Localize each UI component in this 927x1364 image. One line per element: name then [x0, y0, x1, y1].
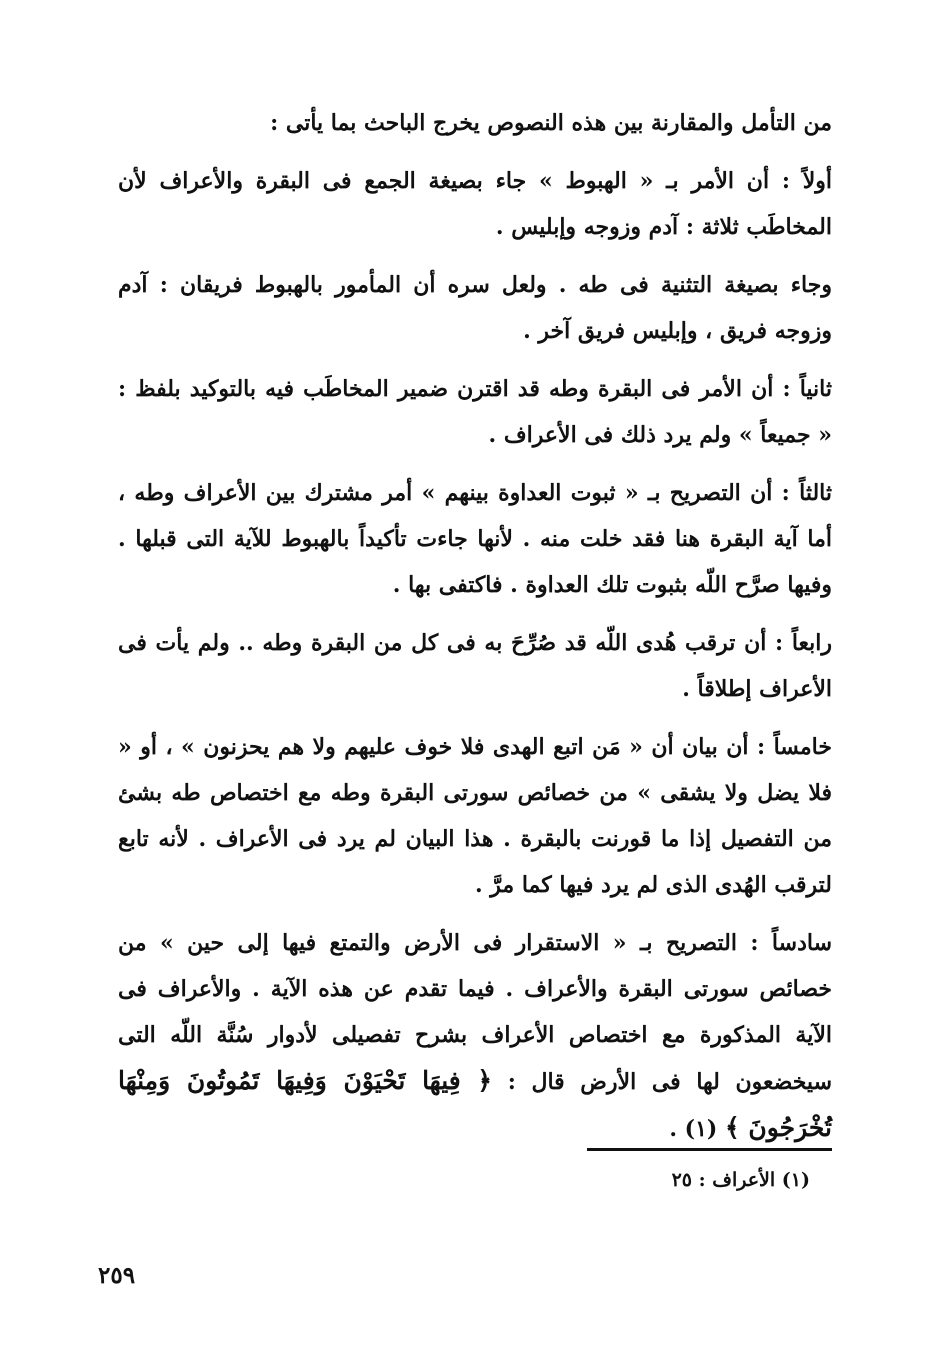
paragraph-fourth: رابعاً : أن ترقب هُدى اللّه قد صُرِّحَ به فى كل من البقرة وطه .. ولم يأت فى الأعراف إطلاقاً . — [118, 630, 832, 702]
paragraph-intro: من التأمل والمقارنة بين هذه النصوص يخرج الباحث بما يأتى : — [270, 110, 832, 136]
paragraph-second: ثانياً : أن الأمر فى البقرة وطه قد اقترن ضمير المخاطَب فيه بالتوكيد بلفظ : « جميعاً » ولم يرد ذلك فى الأعراف . — [118, 376, 832, 448]
footnote-reference: (١) . — [669, 1116, 718, 1142]
paragraph-fifth: خامساً : أن بيان أن « مَن اتبع الهدى فلا خوف عليهم ولا هم يحزنون » ، أو « فلا يضل ولا يشقى » من خصائص سورتى البقرة وطه مع اختصاص طه بشئ من التفصيل إذا ما قورنت بالبقرة . هذا البيان لم يرد فى الأعراف . لأنه تابع لترقب الهُدى الذى لم يرد فيها كما مرَّ . — [118, 734, 832, 898]
footnote: (١) الأعراف : ٢٥ — [671, 1169, 810, 1191]
paragraph-third: ثالثاً : أن التصريح بـ « ثبوت العداوة بينهم » أمر مشترك بين الأعراف وطه ، أما آية البقرة هنا فقد خلت منه . لأنها جاءت تأكيداً بالهبوط للآية التى قبلها . وفيها صرَّح اللّه بثبوت تلك العداوة . فاكتفى بها . — [118, 480, 832, 598]
main-text-block — [118, 100, 832, 1164]
quran-verse: ﴿ فِيهَا تَحْيَوْنَ وَفِيهَا تَمُوتُونَ وَمِنْهَا تُخْرَجُونَ ﴾ — [118, 1066, 832, 1142]
page-number: ٢٥٩ — [98, 1262, 136, 1289]
paragraph-first-continued: وجاء بصيغة التثنية فى طه . ولعل سره أن المأمور بالهبوط فريقان : آدم وزوجه فريق ، وإبليس فريق آخر . — [118, 272, 832, 344]
footnote-divider — [587, 1148, 832, 1151]
paragraph-sixth — [118, 920, 832, 1152]
paragraph-sixth-text: سادساً : التصريح بـ « الاستقرار فى الأرض والتمتع فيها إلى حين » من خصائص سورتى البقرة والأعراف . فيما تقدم عن هذه الآية . والأعراف فى الآية المذكورة مع اختصاص الأعراف بشرح تفصيلى لأدوار سُنَّة اللّه التى سيخضعون لها فى الأرض قال : — [118, 930, 832, 1095]
paragraph-first: أولاً : أن الأمر بـ « الهبوط » جاء بصيغة الجمع فى البقرة والأعراف لأن المخاطَب ثلاثة : آدم وزوجه وإبليس . — [118, 168, 832, 240]
